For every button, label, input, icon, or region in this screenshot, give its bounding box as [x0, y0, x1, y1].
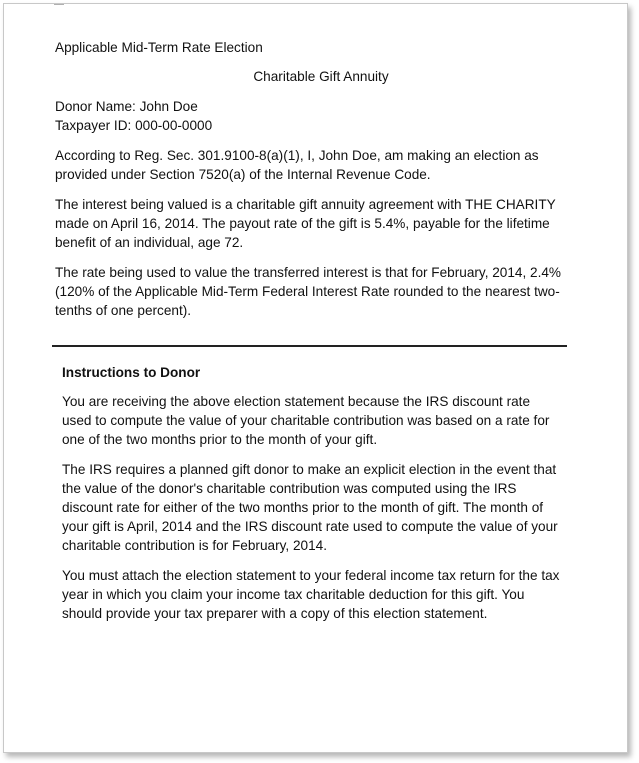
- instructions-heading: Instructions to Donor: [62, 365, 201, 380]
- election-paragraph-regulation: According to Reg. Sec. 301.9100-8(a)(1), I, John Doe, am making an election as provided under Section 7520(a) of the Internal Revenue Code.: [55, 148, 539, 182]
- page-corner-mark: [54, 4, 64, 5]
- instructions-paragraph-requirement: The IRS requires a planned gift donor to make an explicit election in the event that the value of the donor's charitable contribution was computed using the IRS discount rate for either of the two months prior to the month of gift. The month of your gift is April, 2014 and the IRS discount rate used to compute the value of your charitable contribution is for February, 2014.: [62, 462, 558, 553]
- instructions-section: [62, 363, 562, 623]
- election-statement: [55, 38, 575, 320]
- section-divider: [52, 345, 567, 347]
- document-subtitle: Charitable Gift Annuity: [253, 69, 389, 84]
- taxpayer-id: Taxpayer ID: 000-00-0000: [55, 118, 213, 133]
- election-paragraph-rate: The rate being used to value the transferred interest is that for February, 2014, 2.4% (120% of the Applicable Mid-Term Federal Interest Rate rounded to the nearest two-tenths of one percent).: [55, 265, 562, 318]
- election-paragraph-interest: The interest being valued is a charitable gift annuity agreement with THE CHARITY made on April 16, 2014. The payout rate of the gift is 5.4%, payable for the lifetime benefit of an individual, age 72.: [55, 197, 556, 250]
- donor-info: [55, 97, 575, 135]
- instructions-paragraph-reason: You are receiving the above election statement because the IRS discount rate used to compute the value of your charitable contribution was based on a rate for one of the two months prior to the month of your gift.: [62, 394, 550, 447]
- donor-name: Donor Name: John Doe: [55, 99, 198, 114]
- document-title: Applicable Mid-Term Rate Election: [55, 40, 263, 55]
- instructions-paragraph-attach: You must attach the election statement to your federal income tax return for the tax year in which you claim your income tax charitable deduction for this gift. You should provide your tax preparer with a copy of this election statement.: [62, 568, 560, 621]
